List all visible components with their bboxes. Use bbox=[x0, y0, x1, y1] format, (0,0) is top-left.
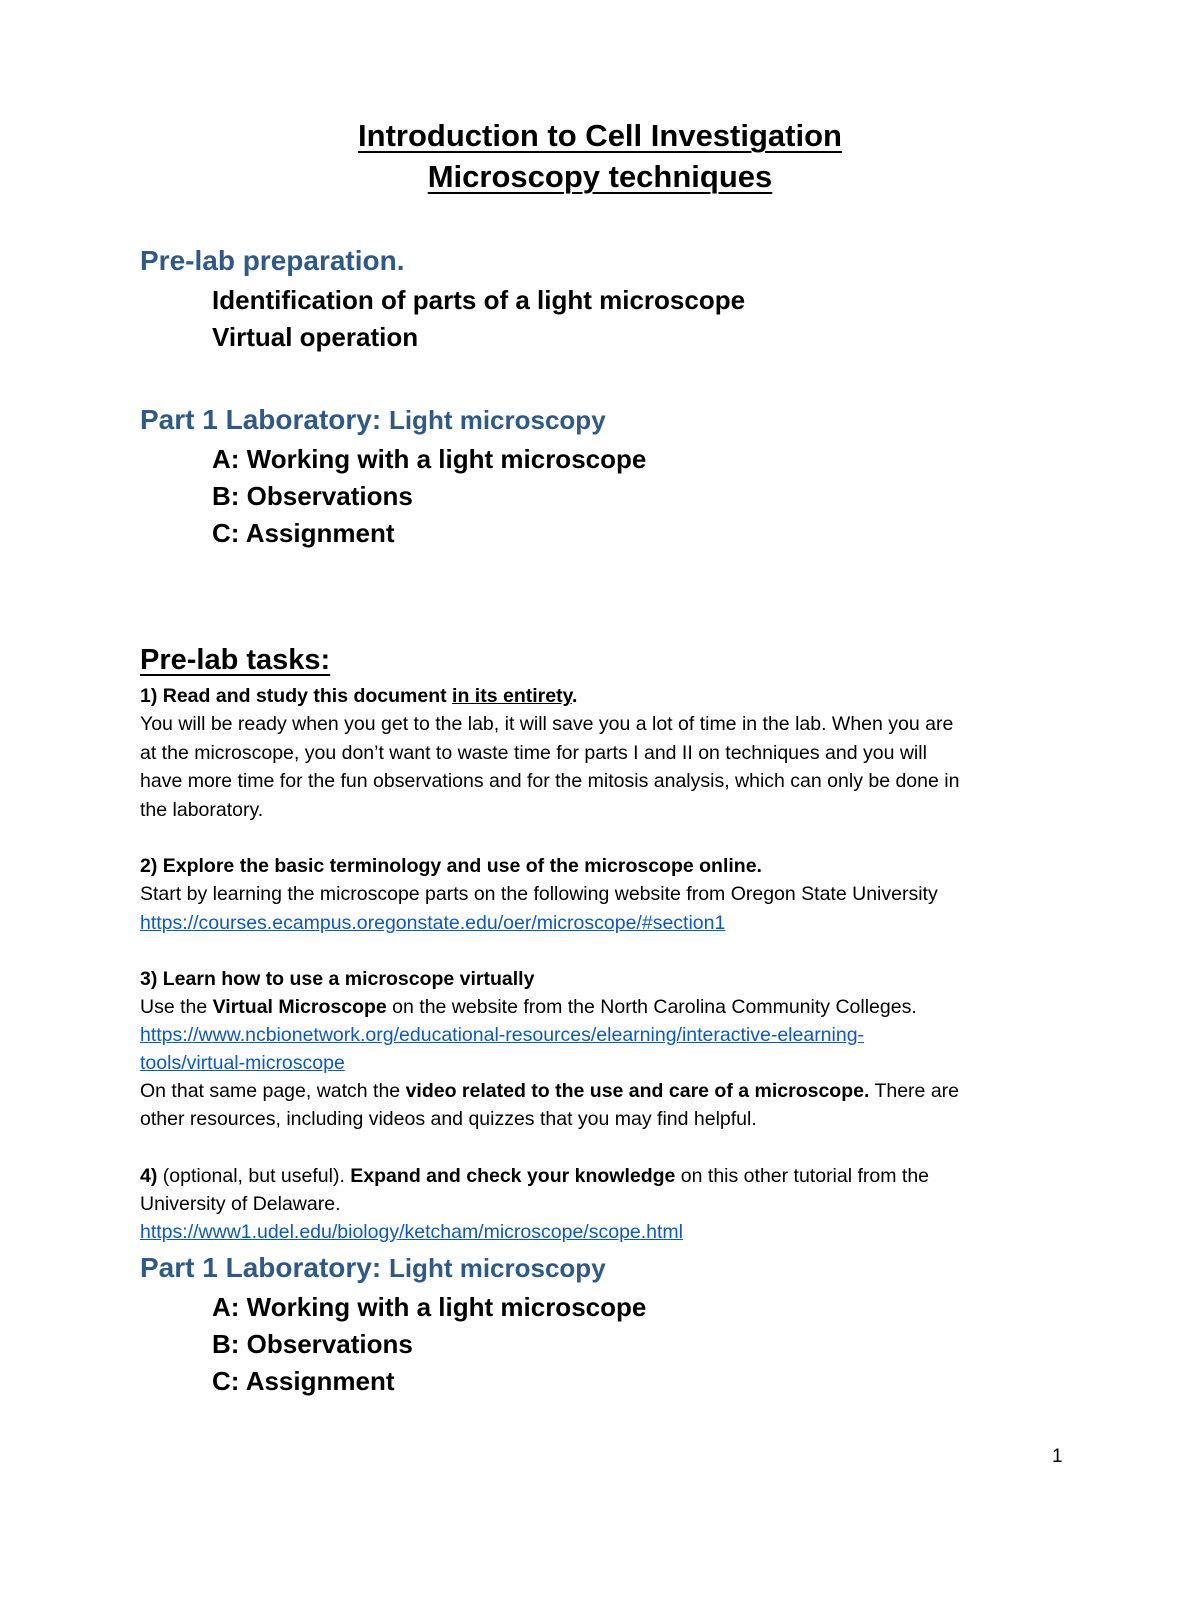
ncbionetwork-link-part1[interactable]: https://www.ncbionetwork.org/educational-resources/elearning/interactive-elearning- bbox=[140, 1024, 865, 1046]
task1-text-line: have more time for the fun observations and for the mitosis analysis, which can only be done in bbox=[140, 770, 960, 792]
task4-bold: Expand and check your knowledge bbox=[350, 1165, 676, 1187]
task1-label-suffix: . bbox=[571, 685, 578, 707]
task4-text-line: University of Delaware. bbox=[140, 1193, 341, 1215]
part1-heading-topic: Light microscopy bbox=[388, 405, 606, 435]
part1-heading bbox=[140, 404, 606, 436]
part1-heading-label: Part 1 Laboratory: bbox=[140, 404, 389, 435]
part1-item: B: Observations bbox=[212, 1329, 413, 1359]
task1-text-line: You will be ready when you get to the lab, it will save you a lot of time in the lab. When you are bbox=[140, 713, 954, 735]
part1-item: B: Observations bbox=[212, 481, 413, 511]
task4-suffix: on this other tutorial from the bbox=[675, 1165, 930, 1187]
task1-text-line: at the microscope, you don’t want to waste time for parts I and II on techniques and you will bbox=[140, 742, 927, 764]
task2-label-text: 2) Explore the basic terminology and use of the microscope online. bbox=[140, 855, 762, 877]
prelab-prep-item: Identification of parts of a light microscope bbox=[212, 285, 746, 315]
task3-link-line bbox=[140, 1049, 345, 1078]
task2-text: Start by learning the microscope parts on the following website from Oregon State University bbox=[140, 883, 938, 905]
task1-label bbox=[140, 682, 577, 711]
document-title: Introduction to Cell Investigation bbox=[358, 118, 842, 153]
part1-item: C: Assignment bbox=[212, 1366, 395, 1396]
task4-number: 4) bbox=[140, 1165, 158, 1187]
task3-note-prefix: On that same page, watch the bbox=[140, 1080, 406, 1102]
part1-heading-topic: Light microscopy bbox=[388, 1253, 606, 1283]
task3-label-text: 3) Learn how to use a microscope virtually bbox=[140, 968, 535, 990]
task3-text bbox=[140, 993, 917, 1022]
task3-text-suffix: on the website from the North Carolina Community Colleges. bbox=[386, 996, 917, 1018]
task1-label-prefix: 1) Read and study this document bbox=[140, 685, 453, 707]
udel-link[interactable]: https://www1.udel.edu/biology/ketcham/microscope/scope.html bbox=[140, 1221, 684, 1243]
task3-note-line: other resources, including videos and quizzes that you may find helpful. bbox=[140, 1108, 757, 1130]
task2-label bbox=[140, 852, 762, 881]
page-number: 1 bbox=[1052, 1446, 1063, 1467]
part1-heading-repeat bbox=[140, 1252, 606, 1284]
task3-text-bold: Virtual Microscope bbox=[212, 996, 387, 1018]
tasks-heading: Pre-lab tasks: bbox=[140, 644, 331, 676]
task4-link-line bbox=[140, 1218, 683, 1247]
prelab-prep-heading: Pre-lab preparation. bbox=[140, 245, 405, 276]
task3-text-prefix: Use the bbox=[140, 996, 213, 1018]
part1-item: A: Working with a light microscope bbox=[212, 444, 647, 474]
prelab-prep-item: Virtual operation bbox=[212, 322, 419, 352]
oregon-state-link[interactable]: https://courses.ecampus.oregonstate.edu/oer/microscope/#section1 bbox=[140, 912, 726, 934]
task1-text-line: the laboratory. bbox=[140, 799, 264, 821]
task3-note-suffix: There are bbox=[869, 1080, 959, 1102]
part1-item: A: Working with a light microscope bbox=[212, 1292, 647, 1322]
document-subtitle: Microscopy techniques bbox=[427, 159, 773, 194]
part1-item: C: Assignment bbox=[212, 518, 395, 548]
part1-heading-label: Part 1 Laboratory: bbox=[140, 1252, 389, 1283]
task3-note-bold: video related to the use and care of a microscope. bbox=[405, 1080, 870, 1102]
task1-label-emphasis: in its entirety bbox=[452, 685, 572, 707]
ncbionetwork-link-part2[interactable]: tools/virtual-microscope bbox=[140, 1052, 345, 1074]
task3-link-line bbox=[140, 1021, 864, 1050]
task2-link-line bbox=[140, 909, 725, 938]
task3-note bbox=[140, 1077, 959, 1106]
task4-label bbox=[140, 1162, 929, 1191]
task4-optional: (optional, but useful). bbox=[157, 1165, 351, 1187]
task3-label bbox=[140, 965, 534, 994]
